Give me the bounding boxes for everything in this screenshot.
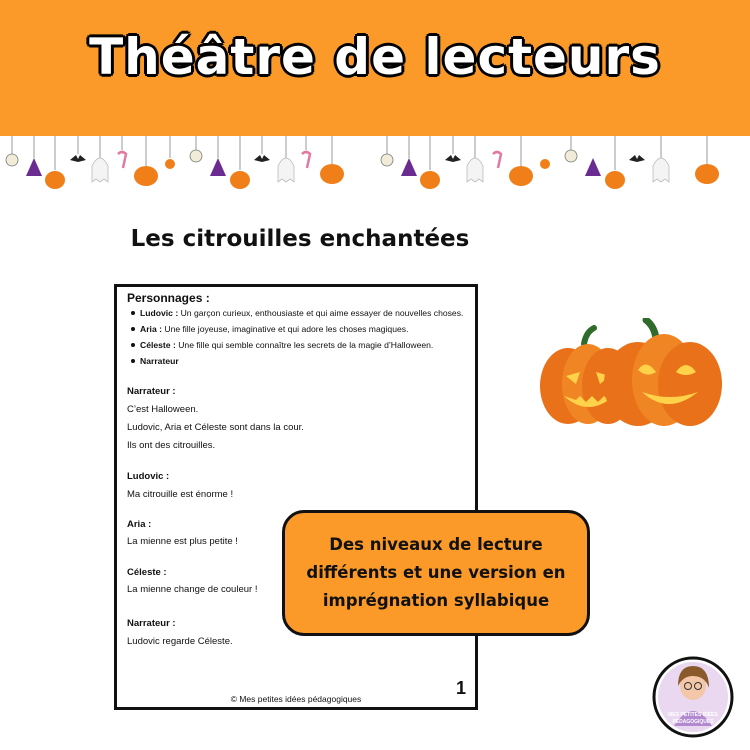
speaker-label: Narrateur : [127, 618, 176, 629]
candy-cane-icon [118, 152, 126, 168]
pumpkin-right-icon [604, 320, 722, 426]
pumpkin-icon [134, 166, 158, 186]
garland-group-1 [6, 150, 344, 189]
bullet-icon [131, 359, 135, 363]
ghost-icon [92, 158, 108, 182]
svg-text:PÉDAGOGIQUES: PÉDAGOGIQUES [672, 719, 714, 725]
witch-hat-icon [585, 158, 601, 176]
candy-cane-icon [302, 152, 310, 168]
jack-o-lantern-pumpkins [538, 318, 722, 428]
speaker-label: Ludovic : [127, 471, 170, 482]
bullet-icon [131, 343, 135, 347]
candy-cane-icon [493, 152, 501, 168]
skull-icon [6, 154, 18, 166]
pumpkin-icon [509, 166, 533, 186]
character-item [131, 340, 433, 350]
script-page-preview [114, 284, 478, 710]
header-banner [0, 0, 750, 136]
candy-icon [540, 159, 550, 169]
dialogue-line: Ludovic, Aria et Céleste sont dans la cour. [127, 422, 304, 433]
character-desc: Une fille joyeuse, imaginative et qui adore les choses magiques. [161, 324, 409, 334]
character-name: Aria : [140, 324, 162, 334]
speaker-label: Aria : [127, 519, 152, 530]
bat-icon [445, 155, 461, 162]
dialogue-line: Ludovic regarde Céleste. [127, 636, 233, 647]
reading-levels-callout [282, 510, 590, 636]
character-name: Ludovic : [140, 308, 179, 318]
bat-icon [70, 155, 86, 162]
speaker-label: Narrateur : [127, 386, 176, 397]
pumpkin-icon [230, 171, 250, 189]
ghost-icon [653, 158, 669, 182]
copyright-footer: © Mes petites idées pédagogiques [230, 694, 362, 704]
candy-icon [165, 159, 175, 169]
dialogue-line: Ma citrouille est énorme ! [127, 489, 234, 500]
pumpkin-icon [695, 164, 719, 184]
skull-icon [565, 150, 577, 162]
callout-line: différents et une version en [306, 563, 566, 582]
callout-line: imprégnation syllabique [322, 591, 550, 610]
character-item [131, 356, 179, 366]
bullet-icon [131, 311, 135, 315]
witch-hat-icon [26, 158, 42, 176]
callout-line: Des niveaux de lecture [329, 535, 543, 554]
witch-hat-icon [210, 158, 226, 176]
character-desc: Un garçon curieux, enthousiaste et qui aime essayer de nouvelles choses. [178, 308, 464, 318]
halloween-garland [0, 136, 750, 196]
pumpkin-icon [45, 171, 65, 189]
characters-heading: Personnages : [127, 291, 210, 305]
pumpkin-icon [605, 171, 625, 189]
dialogue-line: C’est Halloween. [127, 404, 199, 415]
dialogue-line: La mienne est plus petite ! [127, 536, 238, 547]
character-item [131, 308, 463, 318]
pumpkin-icon [420, 171, 440, 189]
dialogue-line: La mienne change de couleur ! [127, 584, 258, 595]
character-item [131, 324, 408, 334]
page-number: 1 [455, 678, 466, 698]
bat-icon [629, 155, 645, 162]
character-name: Céleste : [140, 340, 176, 350]
dialogue-line: Ils ont des citrouilles. [127, 440, 216, 451]
callout-text [285, 531, 587, 615]
page-title: Théâtre de lecteurs [89, 28, 661, 86]
ghost-icon [278, 158, 294, 182]
ghost-icon [467, 158, 483, 182]
bat-icon [254, 155, 270, 162]
skull-icon [190, 150, 202, 162]
garland-group-2 [381, 136, 719, 189]
character-name: Narrateur [140, 356, 179, 366]
pumpkin-icon [320, 164, 344, 184]
bullet-icon [131, 327, 135, 331]
story-title: Les citrouilles enchantées [130, 226, 470, 252]
speaker-label: Céleste : [127, 567, 167, 578]
skull-icon [381, 154, 393, 166]
teacher-avatar-logo [652, 656, 734, 738]
svg-text:MES PETITES IDÉES: MES PETITES IDÉES [668, 712, 718, 718]
witch-hat-icon [401, 158, 417, 176]
character-desc: Une fille qui semble connaître les secrets de la magie d’Halloween. [175, 340, 434, 350]
